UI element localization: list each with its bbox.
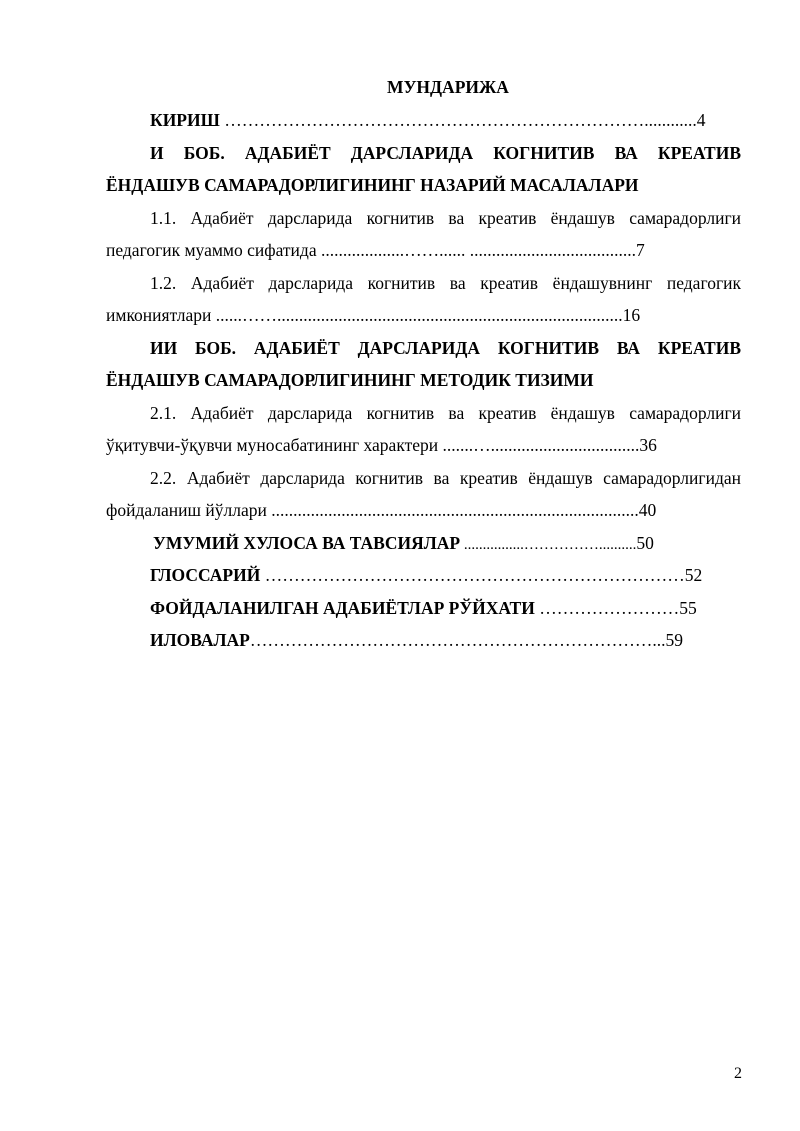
page-number: 2 — [734, 1065, 742, 1082]
toc-chapter1-line2: ЁНДАШУВ САМАРАДОРЛИГИНИНГ НАЗАРИЙ МАСАЛАЛАРИ — [106, 175, 639, 195]
toc-leader-dots: ................…………….......... — [460, 537, 637, 553]
toc-section-1-1-line1: 1.1. Адабиёт дарсларида когнитив ва креатив ёндашув самарадорлиги — [150, 208, 741, 228]
toc-section-1-1-line2: педагогик муаммо сифатида ...................……...... ......................................7 — [106, 240, 645, 260]
toc-section-2-1-line2: ўқитувчи-ўқувчи муносабатининг характери .......…..................................36 — [106, 435, 657, 455]
toc-leader-dots: …………………… — [534, 598, 680, 618]
toc-section-1-2-line2: имкониятлари ......……...............................................................................16 — [106, 305, 641, 325]
toc-entry-label: ИЛОВАЛАР — [150, 630, 250, 650]
toc-section-2-2-line2: фойдаланиш йўллари ....................................................................................40 — [106, 500, 657, 520]
toc-entry-label: УМУМИЙ ХУЛОСА ВА ТАВСИЯЛАР — [153, 533, 461, 553]
toc-entry-appendices — [150, 629, 683, 651]
toc-entry-conclusion — [153, 532, 654, 556]
toc-entry-references — [150, 597, 697, 619]
toc-page-ref: 4 — [696, 110, 706, 130]
toc-entry-label: ГЛОССАРИЙ — [150, 565, 261, 585]
toc-section-2-1-line1: 2.1. Адабиёт дарсларида когнитив ва креатив ёндашув самарадорлиги — [150, 403, 741, 423]
toc-leader-dots: ………………………………………………………………............ — [219, 110, 697, 130]
toc-entry-intro — [150, 109, 705, 131]
toc-section-1-2-line1: 1.2. Адабиёт дарсларида когнитив ва креатив ёндашувнинг педагогик — [150, 273, 741, 293]
toc-chapter2-line2: ЁНДАШУВ САМАРАДОРЛИГИНИНГ МЕТОДИК ТИЗИМИ — [106, 370, 594, 390]
toc-leader-dots: ……………………………………………………………... — [249, 630, 666, 650]
toc-section-2-2-line1: 2.2. Адабиёт дарсларида когнитив ва креатив ёндашув самарадорлигидан — [150, 468, 741, 488]
toc-title: МУНДАРИЖА — [387, 77, 509, 97]
toc-chapter1-line1: И БОБ. АДАБИЁТ ДАРСЛАРИДА КОГНИТИВ ВА КРЕАТИВ — [150, 143, 741, 163]
toc-leader-dots: ……………………………………………………………… — [260, 565, 685, 585]
toc-page-ref: 59 — [665, 630, 683, 650]
toc-entry-glossary — [150, 564, 702, 586]
toc-entry-label: ФОЙДАЛАНИЛГАН АДАБИЁТЛАР РЎЙХАТИ — [150, 598, 535, 618]
toc-page-ref: 55 — [679, 598, 697, 618]
toc-entry-label: КИРИШ — [150, 110, 220, 130]
toc-page-ref: 50 — [636, 533, 654, 553]
toc-page-ref: 52 — [684, 565, 703, 585]
toc-chapter2-line1: ИИ БОБ. АДАБИЁТ ДАРСЛАРИДА КОГНИТИВ ВА КРЕАТИВ — [150, 338, 741, 358]
